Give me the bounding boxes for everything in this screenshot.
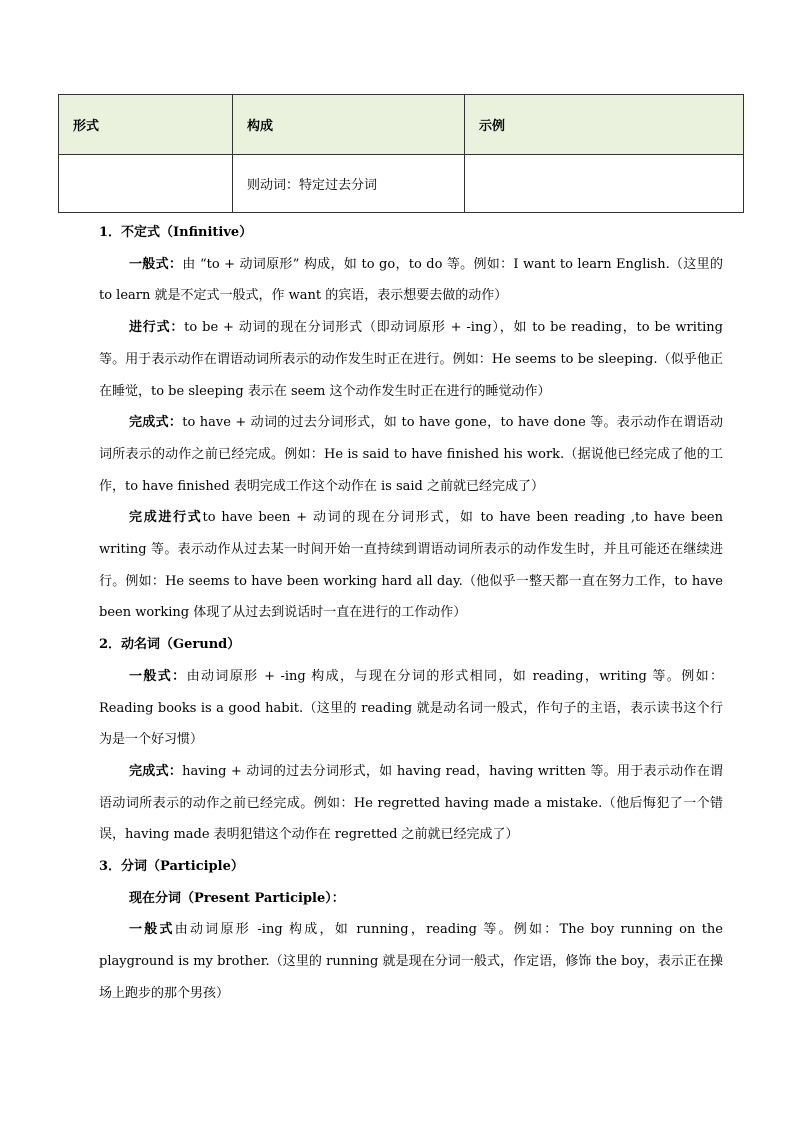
table-header-cell: 示例 [465,95,744,155]
table-header-row [59,95,744,155]
section-heading-gerund: 2．动名词（Gerund） [99,637,241,653]
term-label: 一般式 [129,922,175,938]
forms-table [58,94,744,213]
table-row [59,155,744,213]
term-label: 完成式： [129,763,183,779]
paragraph-text: to be + 动词的现在分词形式（即动词原形 + -ing），如 to be reading，to be writing 等。用于表示动作在谓语动词所表示的动作发生时正在进行。例如：He seems to be sleeping.（似乎他正在睡觉，to be sleeping 表示在 seem 这个动作发生时正在进行的睡觉动作） [99,320,723,399]
term-label: 一般式： [129,668,187,684]
paragraph-participle-simple [99,914,723,1009]
paragraph-text: to have + 动词的过去分词形式，如 to have gone，to have done 等。表示动作在谓语动词所表示的动作之前已经完成。例如：He is said to have finished his work.（据说他已经完成了他的工作，to have finished 表明完成工作这个动作在 is said 之前就已经完成了） [99,415,723,494]
table-header-cell: 构成 [233,95,465,155]
paragraph-gerund-perfect [99,756,723,851]
paragraph-text: 由动词原形 + -ing 构成，与现在分词的形式相同，如 reading，writing 等。例如：Reading books is a good habit.（这里的 reading 就是动名词一般式，作句子的主语，表示读书这个行为是一个好习惯） [99,668,723,748]
term-label: 完成进行式 [129,510,203,526]
subheading-present-participle: 现在分词（Present Participle）： [129,890,345,906]
term-label: 进行式： [129,320,185,336]
table-cell [59,155,233,213]
table-header-cell: 形式 [59,95,233,155]
paragraph-text: 由 “to + 动词原形” 构成，如 to go，to do 等。例如：I want to learn English.（这里的 to learn 就是不定式一般式，作 want 的宾语，表示想要去做的动作） [99,256,723,304]
paragraph-infinitive-perfect-progressive [99,502,723,629]
paragraph-infinitive-simple [99,249,723,312]
paragraph-text: having + 动词的过去分词形式，如 having read，having written 等。用于表示动作在谓语动词所表示的动作之前已经完成。例如：He regretted having made a mistake.（他后悔犯了一个错误，having made 表明犯错这个动作在 regretted 之前就已经完成了） [99,763,723,843]
paragraph-infinitive-progressive [99,312,723,407]
table-cell: 则动词：特定过去分词 [233,155,465,213]
term-label: 完成式： [129,415,183,431]
section-heading-infinitive: 1．不定式（Infinitive） [99,225,253,240]
document-body [99,217,723,1010]
table-cell [465,155,744,213]
paragraph-text: to have been + 动词的现在分词形式，如 to have been reading ,to have been writing 等。表示动作从过去某一时间开始一直持续到谓语动词所表示的动作发生时，并且可能还在继续进行。例如：He seems to have been working hard all day.（他似乎一整天都一直在努力工作，to have been working 体现了从过去到说话时一直在进行的工作动作） [99,510,723,621]
paragraph-gerund-simple [99,661,723,756]
section-heading-participle: 3．分词（Participle） [99,859,244,875]
paragraph-text: 由动词原形 -ing 构成，如 running，reading 等。例如：The boy running on the playground is my brother.（这里的 running 就是现在分词一般式，作定语，修饰 the boy，表示正在操场上跑步的那个男孩） [99,922,723,1001]
term-label: 一般式： [129,256,183,272]
paragraph-infinitive-perfect [99,407,723,502]
